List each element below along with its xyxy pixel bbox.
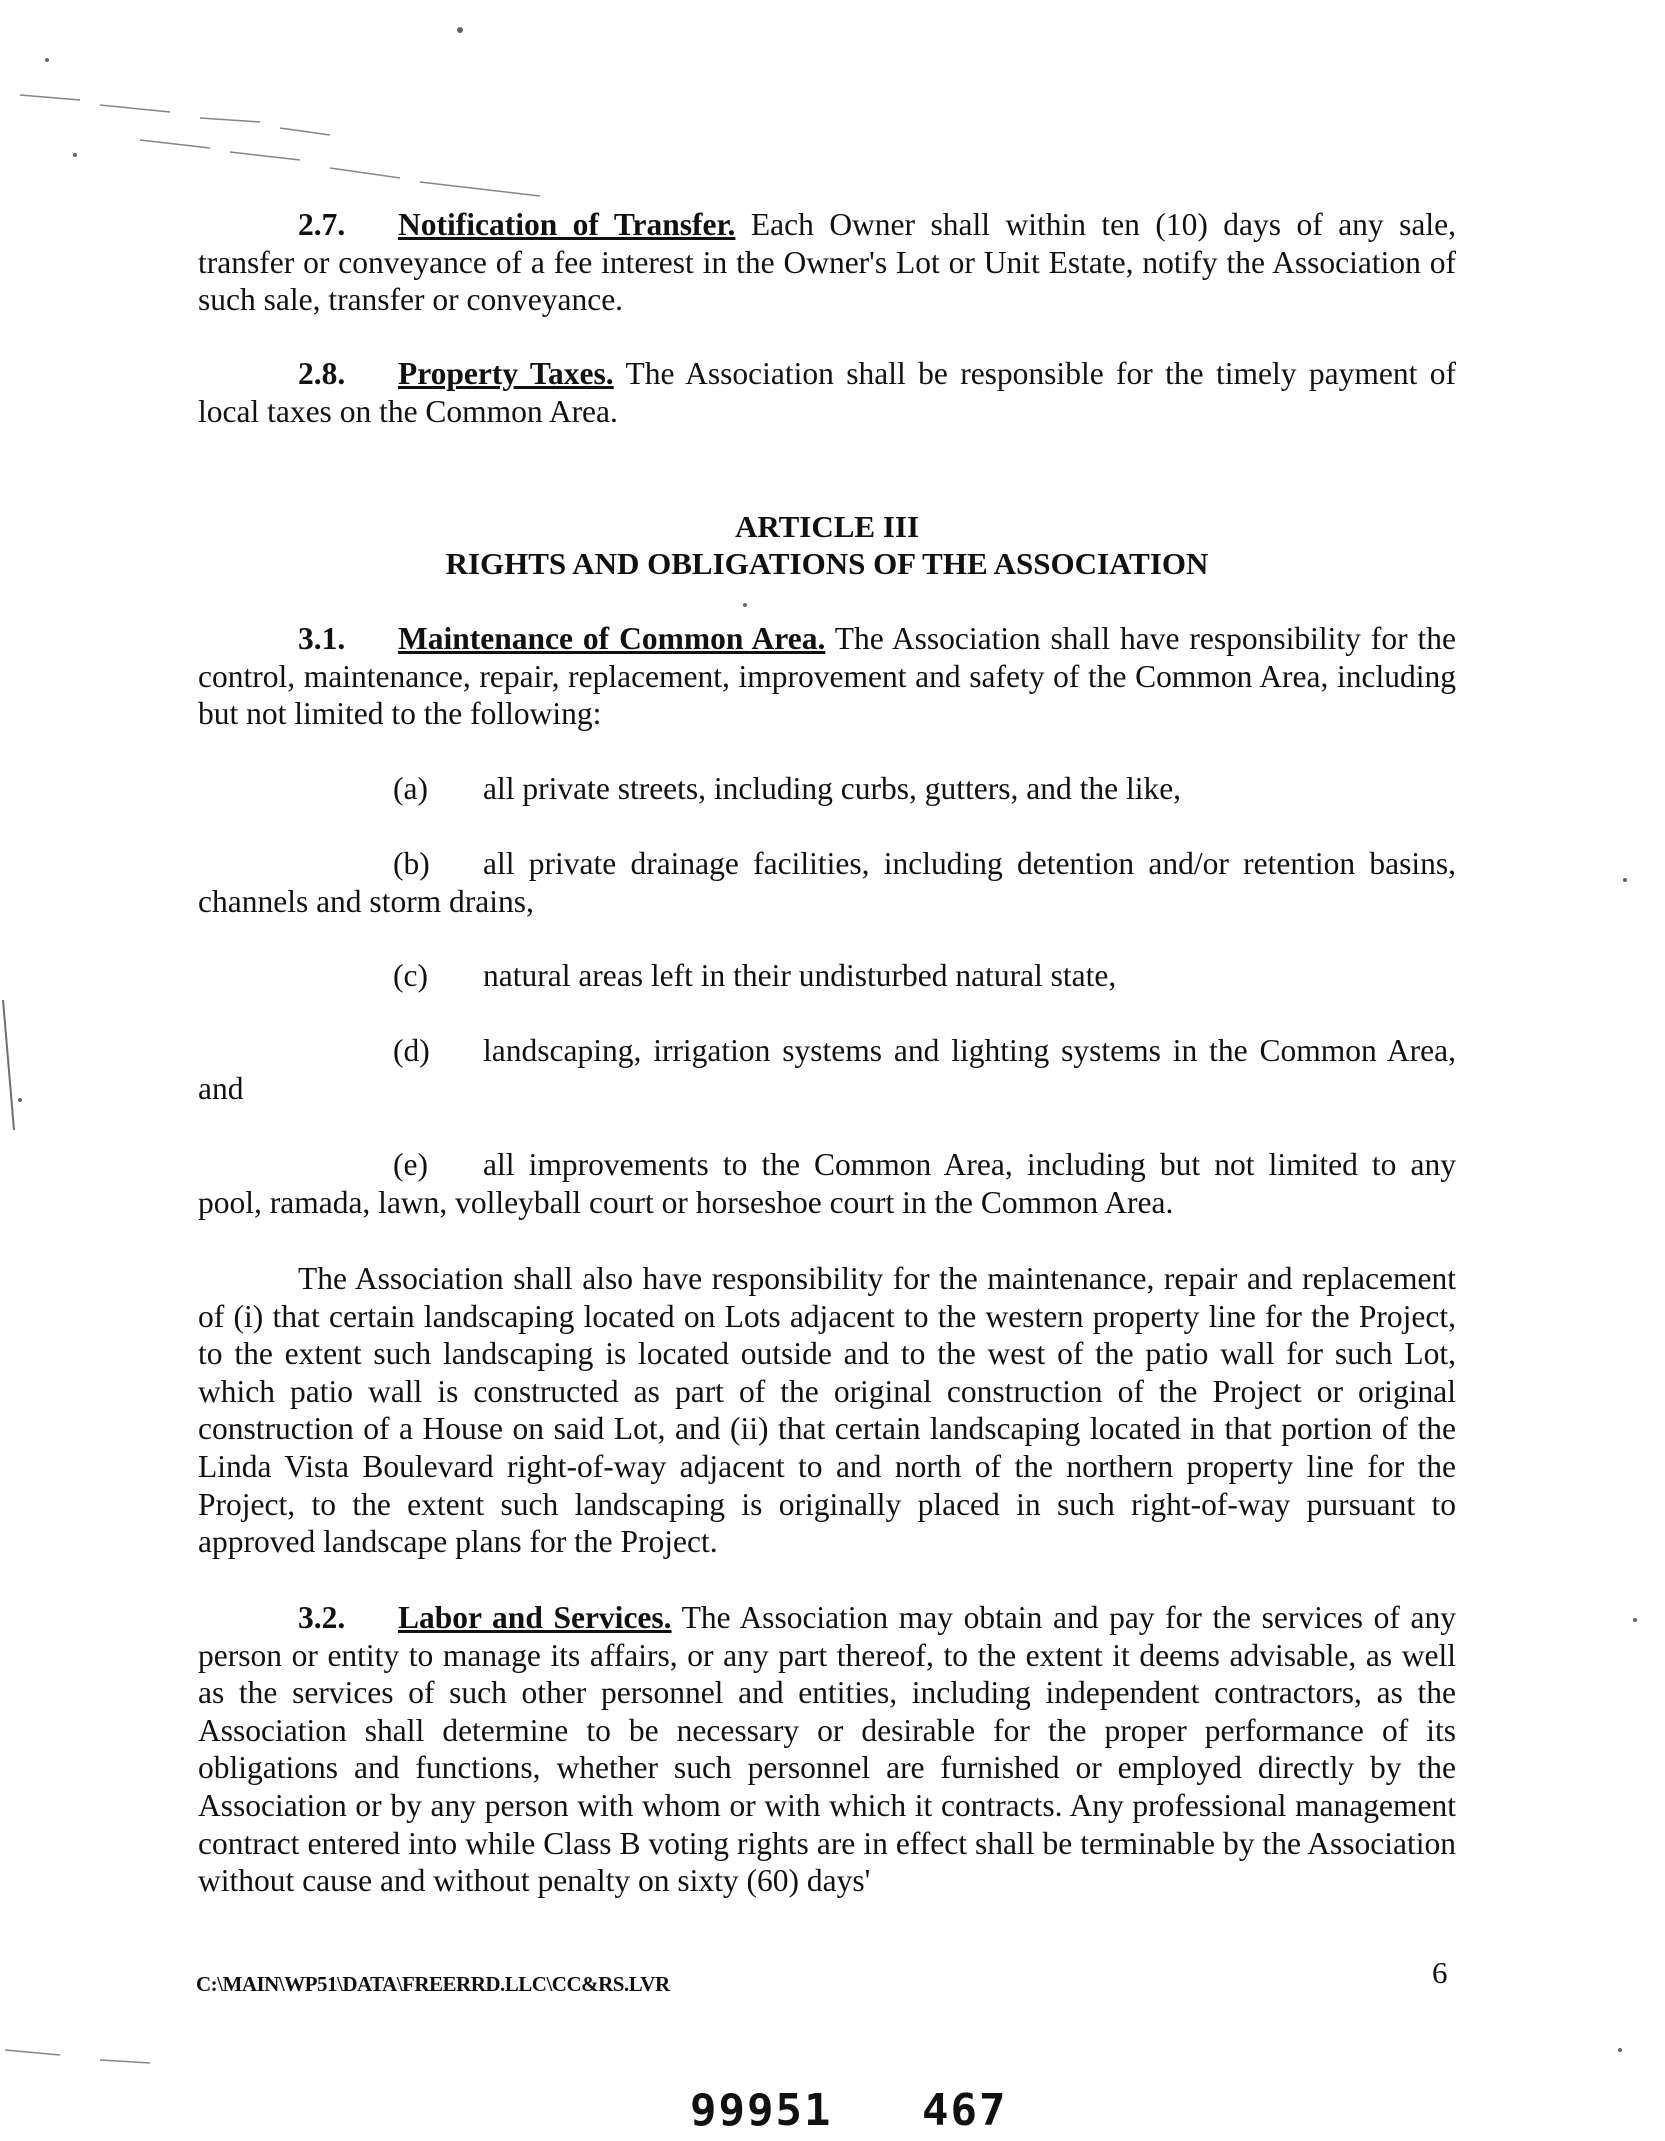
list-item-e	[198, 1146, 1456, 1221]
section-number: 3.1.	[298, 621, 346, 656]
page-number: 6	[1432, 1955, 1448, 1990]
list-item-c	[198, 957, 1456, 995]
article-subheading: RIGHTS AND OBLIGATIONS OF THE ASSOCIATION	[445, 546, 1209, 581]
document-stamp-number: 99951	[690, 2085, 833, 2136]
list-item-label: (c)	[393, 958, 428, 993]
list-item-text: all private streets, including curbs, gutters, and the like,	[483, 771, 1182, 806]
association-paragraph: The Association shall also have responsibility for the maintenance, repair and replacement of (i) that certain landscaping located on Lots adjacent to the western property line for the Project, to the extent such landscaping is located outside and to the west of the patio wall for such Lot, which patio wall is constructed as part of the original construction of the Project or original construction of a House on said Lot, and (ii) that certain landscaping located in that portion of the Linda Vista Boulevard right-of-way adjacent to and north of the northern property line for the Project, to the extent such landscaping is originally placed in such right-of-way pursuant to approved landscape plans for the Project.	[198, 1261, 1456, 1560]
section-number: 3.2.	[298, 1600, 346, 1635]
list-item-label: (a)	[393, 771, 428, 806]
list-item-text: all private drainage facilities, including detention and/or retention basins, channels and storm drains,	[198, 846, 1456, 919]
section-title: Property Taxes.	[398, 356, 614, 391]
section-3-1	[198, 620, 1456, 733]
list-item-d	[198, 1032, 1456, 1107]
list-item-a	[198, 770, 1456, 808]
list-item-label: (e)	[393, 1147, 428, 1182]
section-text: The Association may obtain and pay for the services of any person or entity to manage its affairs, or any part thereof, to the extent it deems advisable, as well as the services of such other personnel and entities, including independent contractors, as the Association shall determine to be necessary or desirable for the proper performance of its obligations and functions, whether such personnel are furnished or employed directly by the Association or by any person with whom or with which it contracts. Any professional management contract entered into while Class B voting rights are in effect shall be terminable by the Association without cause and without penalty on sixty (60) days'	[198, 1600, 1457, 1899]
section-title: Maintenance of Common Area.	[398, 621, 826, 656]
section-3-2	[198, 1599, 1456, 1900]
section-text: The Association shall have responsibility for the control, maintenance, repair, replacement, improvement and safety of the Common Area, including but not limited to the following:	[198, 621, 1456, 732]
list-item-label: (b)	[393, 846, 430, 881]
section-title: Labor and Services.	[398, 1600, 672, 1635]
section-2-7	[198, 206, 1456, 319]
list-item-text: natural areas left in their undisturbed natural state,	[483, 958, 1117, 993]
section-title: Notification of Transfer.	[398, 207, 736, 242]
section-2-8	[198, 355, 1456, 430]
list-item-label: (d)	[393, 1033, 430, 1068]
section-text: The Association shall be responsible for the timely payment of local taxes on the Common Area.	[198, 356, 1456, 429]
list-item-b	[198, 845, 1456, 920]
section-number: 2.8.	[298, 356, 346, 391]
list-item-text: landscaping, irrigation systems and lighting systems in the Common Area, and	[198, 1033, 1456, 1106]
footer-file-path: C:\MAIN\WP51\DATA\FREERRD.LLC\CC&RS.LVR	[196, 1972, 670, 1996]
section-text: Each Owner shall within ten (10) days of any sale, transfer or conveyance of a fee interest in the Owner's Lot or Unit Estate, notify the Association of such sale, transfer or conveyance.	[198, 207, 1456, 318]
section-number: 2.7.	[298, 207, 346, 242]
article-heading: ARTICLE III	[734, 509, 920, 544]
document-stamp-page: 467	[922, 2085, 1008, 2136]
list-item-text: all improvements to the Common Area, including but not limited to any pool, ramada, lawn, volleyball court or horseshoe court in the Common Area.	[198, 1147, 1456, 1220]
